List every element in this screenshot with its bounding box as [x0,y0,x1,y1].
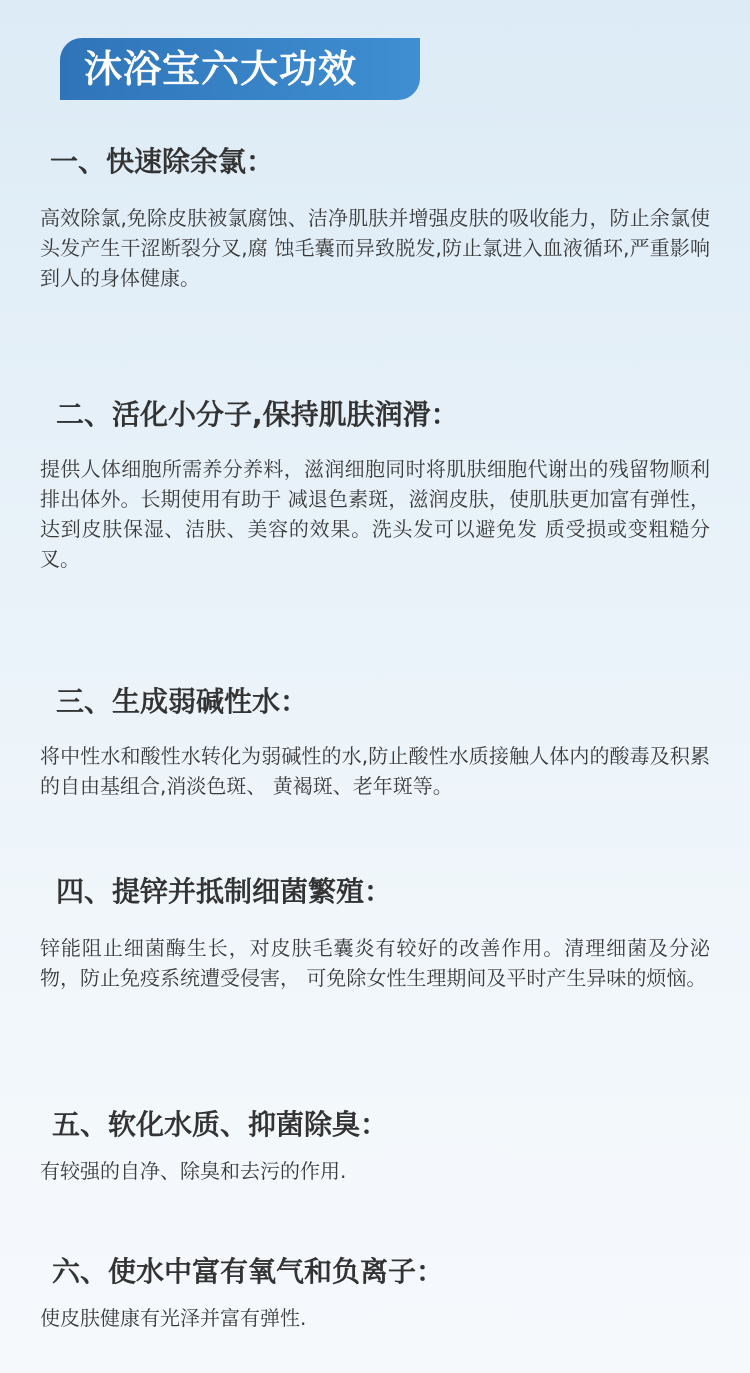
section-4 [0,875,750,993]
section-body: 提供人体细胞所需养分养料，滋润细胞同时将肌肤细胞代谢出的残留物顺利排出体外。长期使用有助于 减退色素斑，滋润皮肤，使肌肤更加富有弹性，达到皮肤保湿、洁肤、美容的效果。洗头发可以避免发 质受损或变粗糙分叉。 [40,456,710,571]
section-heading: 五、软化水质、抑菌除臭： [52,1108,389,1141]
section-2 [0,398,750,574]
section-heading: 六、使水中富有氧气和负离子： [52,1255,445,1288]
section-5 [0,1108,750,1186]
section-body: 高效除氯,免除皮肤被氯腐蚀、洁净肌肤并增强皮肤的吸收能力，防止余氯使头发产生干涩断裂分叉,腐 蚀毛囊而异致脱发,防止氯进入血液循环,严重影响到人的身体健康。 [40,205,710,290]
section-body: 使皮肤健康有光泽并富有弹性. [40,1305,307,1330]
section-heading: 三、生成弱碱性水： [56,685,309,718]
section-heading: 二、活化小分子,保持肌肤润滑： [56,398,459,431]
title-banner [60,38,420,100]
section-3 [0,685,750,801]
section-6 [0,1255,750,1333]
section-heading: 一、快速除余氯： [50,145,275,178]
section-body: 有较强的自净、除臭和去污的作用. [40,1158,347,1183]
page-title: 沐浴宝六大功效 [84,46,358,91]
section-1 [0,145,750,293]
section-body: 锌能阻止细菌酶生长，对皮肤毛囊炎有较好的改善作用。清理细菌及分泌物，防止免疫系统遭受侵害， 可免除女性生理期间及平时产生异味的烦恼。 [40,935,710,990]
section-body: 将中性水和酸性水转化为弱碱性的水,防止酸性水质接触人体内的酸毒及积累的自由基组合,消淡色斑、 黄褐斑、老年斑等。 [40,743,710,798]
section-heading: 四、提锌并抵制细菌繁殖： [56,875,393,908]
